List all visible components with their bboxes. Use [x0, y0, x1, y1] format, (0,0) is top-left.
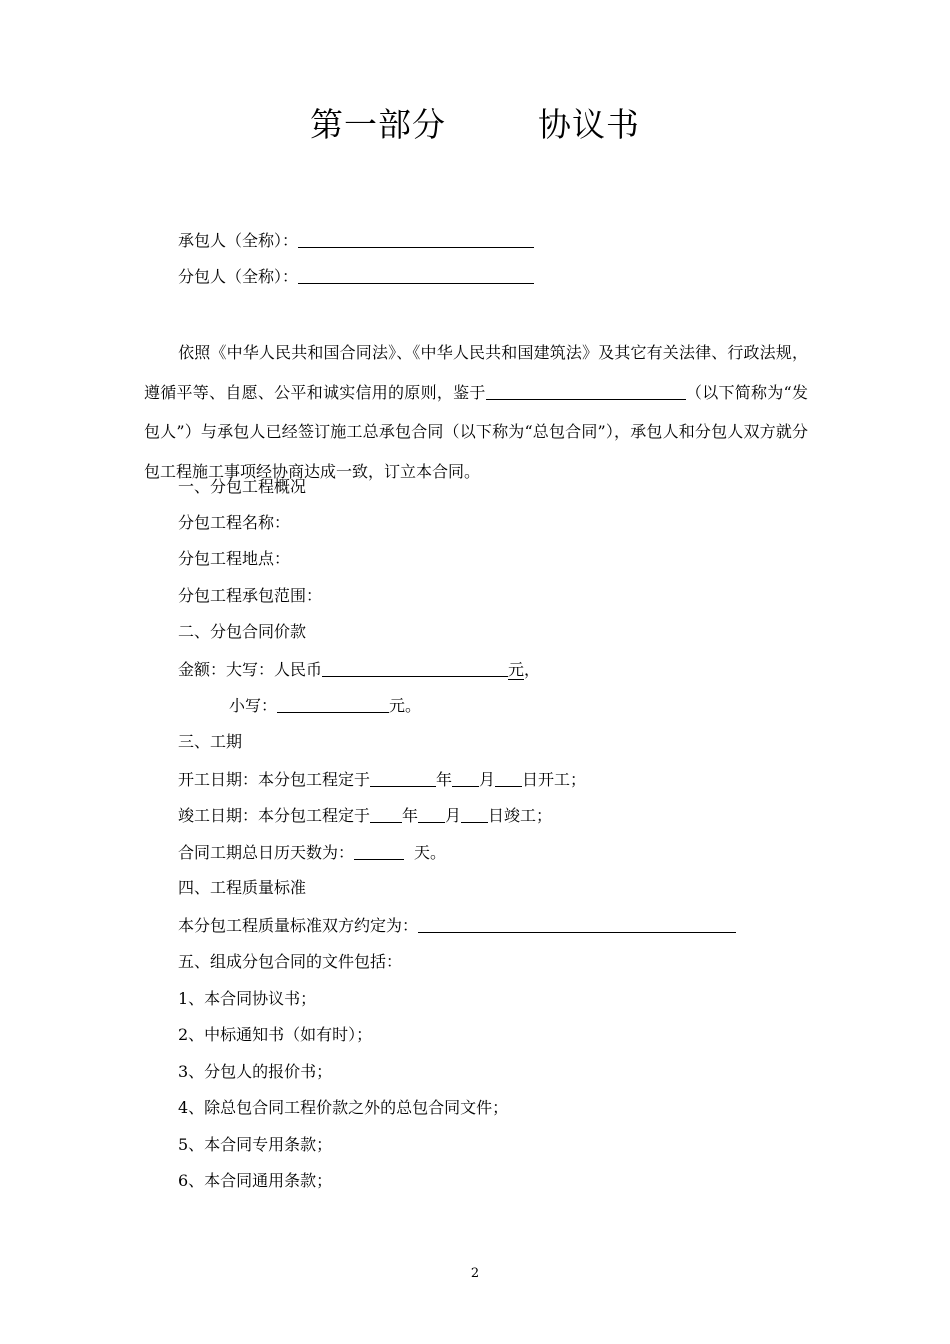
section-1-heading: 一、分包工程概况 — [178, 477, 307, 496]
amount-upper-suffix: 元 — [508, 660, 525, 679]
contractor-blank — [298, 229, 534, 248]
start-day-blank — [495, 768, 522, 787]
end-year-label: 年 — [402, 806, 419, 825]
contractor-line — [178, 229, 534, 252]
total-days-suffix: 天。 — [414, 843, 447, 862]
end-date-label: 竣工日期：本分包工程定于 — [178, 806, 371, 825]
subcontractor-blank — [298, 265, 534, 284]
section-5-heading: 五、组成分包合同的文件包括： — [178, 952, 403, 971]
amount-lower-line — [229, 694, 421, 717]
start-year-label: 年 — [436, 770, 453, 789]
end-date-line — [178, 804, 552, 827]
intro-text-2: （以下简称为“发包人”）与承包人已经签订施工总承包合同（以下称为“总包合同”），承包人和分包人双方就分包工程施工事项经协商达成一致，订立本合同。 — [144, 382, 808, 481]
end-month-blank — [418, 804, 445, 823]
amount-lower-blank — [277, 694, 389, 713]
project-scope-label: 分包工程承包范围： — [178, 586, 323, 605]
total-days-blank — [354, 841, 404, 860]
list-item: 3、分包人的报价书； — [178, 1062, 333, 1081]
intro-paragraph — [144, 333, 808, 491]
subcontractor-label: 分包人（全称）： — [178, 267, 299, 286]
start-month-label: 月 — [479, 770, 496, 789]
end-day-blank — [461, 804, 488, 823]
page-number: 2 — [470, 1266, 480, 1281]
end-month-label: 月 — [445, 806, 462, 825]
list-item: 1、本合同协议书； — [178, 989, 317, 1008]
list-item: 4、除总包合同工程价款之外的总包合同文件； — [178, 1098, 509, 1117]
start-day-label: 日开工； — [522, 770, 587, 789]
list-item: 2、中标通知书（如有时）； — [178, 1025, 373, 1044]
start-year-blank — [370, 768, 436, 787]
section-3-heading: 三、工期 — [178, 732, 243, 751]
employer-blank — [486, 381, 686, 400]
end-year-blank — [370, 804, 402, 823]
intro-text-1: 依照《中华人民共和国合同法》、《中华人民共和国建筑法》及其它有关法律、行政法规，遵循平等、自愿、公平和诚实信用的原则，鉴于 — [144, 343, 808, 402]
total-days-label: 合同工期总日历天数为： — [178, 843, 355, 862]
start-date-line — [178, 768, 586, 791]
amount-lower-suffix: 元。 — [389, 696, 422, 715]
list-item: 5、本合同专用条款； — [178, 1135, 333, 1154]
subcontractor-line — [178, 265, 534, 288]
section-2-heading: 二、分包合同价款 — [178, 622, 307, 641]
amount-upper-line — [178, 658, 540, 681]
amount-upper-tail: ， — [524, 660, 541, 679]
contractor-label: 承包人（全称）： — [178, 231, 299, 250]
section-4-heading: 四、工程质量标准 — [178, 878, 307, 897]
list-item: 6、本合同通用条款； — [178, 1171, 333, 1190]
project-name-label: 分包工程名称： — [178, 513, 291, 532]
start-date-label: 开工日期：本分包工程定于 — [178, 770, 371, 789]
page-title: 第一部分 协议书 — [310, 105, 640, 144]
quality-standard-label: 本分包工程质量标准双方约定为： — [178, 916, 419, 935]
total-days-line — [178, 841, 446, 864]
end-day-label: 日竣工； — [488, 806, 553, 825]
project-location-label: 分包工程地点： — [178, 549, 291, 568]
quality-standard-line — [178, 914, 736, 937]
amount-upper-label: 金额：大写：人民币 — [178, 660, 323, 679]
amount-lower-label: 小写： — [229, 696, 278, 715]
start-month-blank — [452, 768, 479, 787]
amount-upper-blank — [322, 658, 508, 677]
quality-standard-blank — [418, 914, 736, 933]
